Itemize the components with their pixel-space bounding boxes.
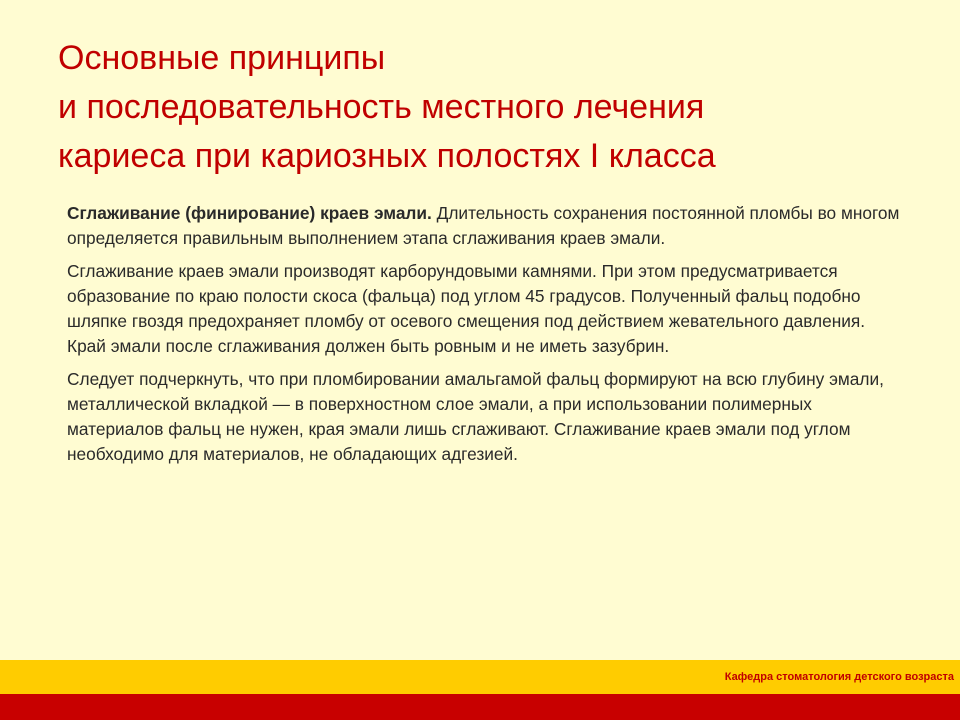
paragraph-1-heading: Сглаживание (финирование) краев эмали. (67, 203, 432, 223)
title-line-3: кариеса при кариозных полостях I класса (58, 137, 716, 175)
slide-title (58, 34, 938, 181)
title-line-2: и последовательность местного лечения (58, 88, 705, 126)
title-line-1: Основные принципы (58, 39, 386, 77)
paragraph-1-text: Длительность сохранения постоянной пломбы во многом определяется правильным выполнением этапа сглаживания краев эмали. (67, 203, 900, 248)
footer-red-band (0, 694, 960, 720)
paragraph-2: Сглаживание краев эмали производят карборундовыми камнями. При этом предусматривается образование по краю полости скоса (фальца) под углом 45 градусов. Полученный фальц подобно шляпке гвоздя предохраняет пломбу от осевого смещения под действием жевательного давления. Край эмали после сглаживания должен быть ровным и не иметь зазубрин. (67, 261, 866, 356)
slide-body (67, 201, 907, 475)
paragraph-1 (67, 201, 907, 251)
paragraph-3: Следует подчеркнуть, что при пломбировании амальгамой фальц формируют на всю глубину эмали, металлической вкладкой — в поверхностном слое эмали, а при использовании полимерных материалов фальц не нужен, края эмали лишь сглаживают. Сглаживание краев эмали под углом необходимо для материалов, не обладающих адгезией. (67, 369, 884, 464)
footer-department-label: Кафедра стоматология детского возраста (724, 671, 954, 683)
